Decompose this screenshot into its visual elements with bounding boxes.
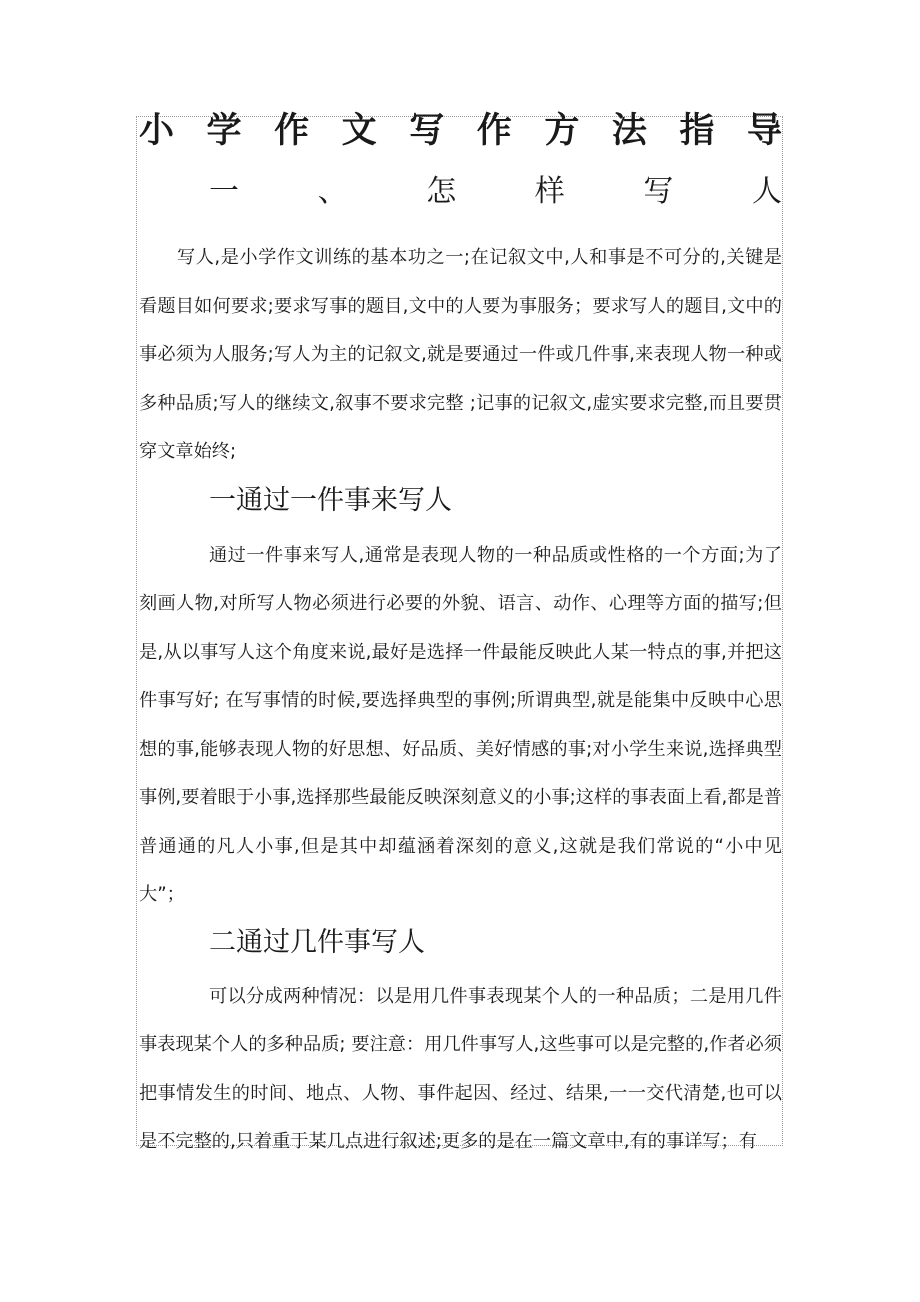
section-paragraph: 可以分成两种情况：以是用几件事表现某个人的一种品质；二是用几件事表现某个人的多种品质; 要注意：用几件事写人,这些事可以是完整的,作者必须把事情发生的时间、地点、人物、事件起因、经过、结果,一一交代清楚,也可以是不完整的,只着重于某几点进行叙述;更多的是在一篇文章中,有的事详写；有 xyxy=(139,985,782,1152)
subtitle-char: 一 xyxy=(209,174,239,209)
subtitle-char: 怎 xyxy=(426,174,457,209)
intro-paragraph: 写人,是小学作文训练的基本功之一;在记叙文中,人和事是不可分的,关键是看题目如何要求;要求写事的题目,文中的人要为事服务；要求写人的题目,文中的事必须为人服务;写人为主的记叙文,就是要通过一件或几件事,来表现人物一种或多种品质;写人的继续文,叙事不要求完整 ;记事的记叙文,虚实要求完整,而且要贯穿文章始终; xyxy=(139,247,782,462)
section-heading: 二通过几件事写人 xyxy=(209,926,425,958)
document-title: 小 学 作 文 写 作 方 法 指 导 xyxy=(139,111,782,151)
section-paragraph: 通过一件事来写人,通常是表现人物的一种品质或性格的一个方面;为了刻画人物,对所写人物必须进行必要的外貌、语言、动作、心理等方面的描写;但是,从以事写人这个角度来说,最好是选择一件最能反映此人某一特点的事,并把这件事写好; 在写事情的时候,要选择典型的事例;所谓典型,就是能集中反映中心思想的事,能够表现人物的好思想、好品质、美好情感的事;对小学生来说,选择典型事例,要着眼于小事,选择那些最能反映深刻意义的小事;这样的事表面上看,都是普普通通的凡人小事,但是其中却蕴涵着深刻的意义,这就是我们常说的“小中见大”； xyxy=(139,544,782,905)
subtitle-char: 、 xyxy=(317,174,348,209)
subtitle-char: 写 xyxy=(643,174,674,209)
document-subtitle xyxy=(139,162,782,222)
section-heading: 一通过一件事来写人 xyxy=(209,484,452,516)
document-body xyxy=(139,100,782,1167)
subtitle-char: 样 xyxy=(534,174,565,209)
subtitle-char: 人 xyxy=(751,174,782,209)
